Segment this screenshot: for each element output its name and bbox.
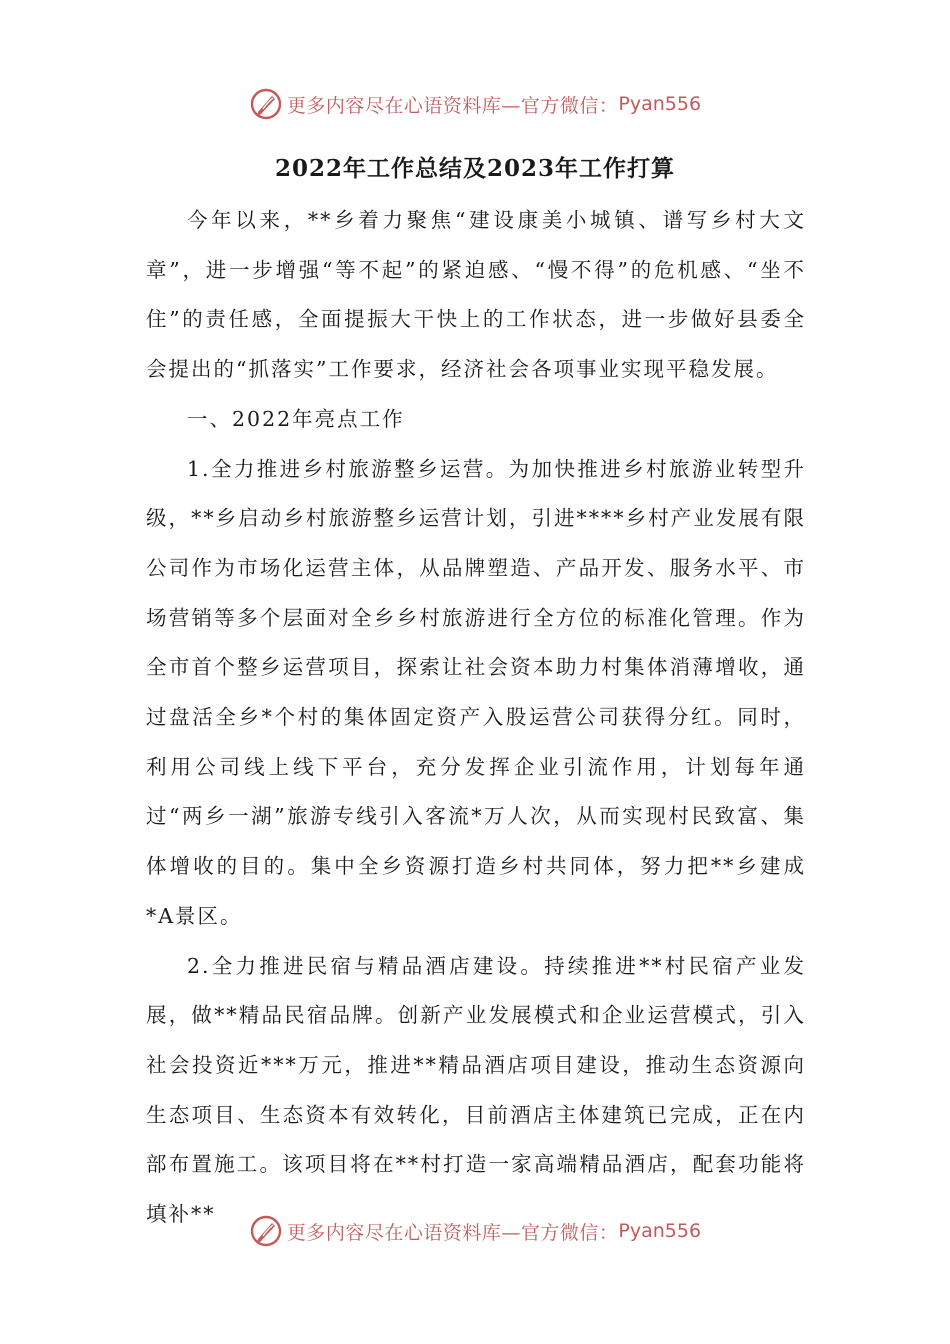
quill-pen-logo-icon — [249, 1214, 283, 1248]
watermark-text: 更多内容尽在心语资料库—官方微信： — [286, 1221, 619, 1244]
paragraph-homestay: 2.全力推进民宿与精品酒店建设。持续推进**村民宿产业发展，做**精品民宿品牌。创新产业发展模式和企业运营模式，引入社会投资近***万元，推进**精品酒店项目建设，推动生态资源向生态项目、生态资本有效转化，目前酒店主体建筑已完成，正在内部布置施工。该项目将在**村打造一家高端精品酒店，配套功能将填补** — [146, 953, 806, 1227]
watermark-wechat-id: Pyan556 — [618, 93, 702, 115]
watermark-text: 更多内容尽在心语资料库—官方微信： — [286, 94, 619, 117]
quill-pen-logo-icon — [249, 87, 283, 121]
watermark-footer — [0, 1211, 950, 1251]
document-title: 2022年工作总结及2023年工作打算 — [274, 155, 676, 182]
document-body — [146, 196, 806, 1240]
watermark-wechat-id: Pyan556 — [618, 1220, 702, 1242]
watermark-header — [0, 84, 950, 124]
paragraph-tourism: 1.全力推进乡村旅游整乡运营。为加快推进乡村旅游业转型升级，**乡启动乡村旅游整乡运营计划，引进****乡村产业发展有限公司作为市场化运营主体，从品牌塑造、产品开发、服务水平、市场营销等多个层面对全乡乡村旅游进行全方位的标准化管理。作为全市首个整乡运营项目，探索让社会资本助力村集体消薄增收，通过盘活全乡*个村的集体固定资产入股运营公司获得分红。同时，利用公司线上线下平台，充分发挥企业引流作用，计划每年通过“两乡一湖”旅游专线引入客流*万人次，从而实现村民致富、集体增收的目的。集中全乡资源打造乡村共同体，努力把**乡建成*A景区。 — [146, 456, 806, 928]
intro-paragraph: 今年以来，**乡着力聚焦“建设康美小城镇、谱写乡村大文章”，进一步增强“等不起”的紧迫感、“慢不得”的危机感、“坐不住”的责任感，全面提振大干快上的工作状态，进一步做好县委全会提出的“抓落实”工作要求，经济社会各项事业实现平稳发展。 — [146, 208, 806, 382]
section-heading: 一、2022年亮点工作 — [187, 406, 405, 431]
